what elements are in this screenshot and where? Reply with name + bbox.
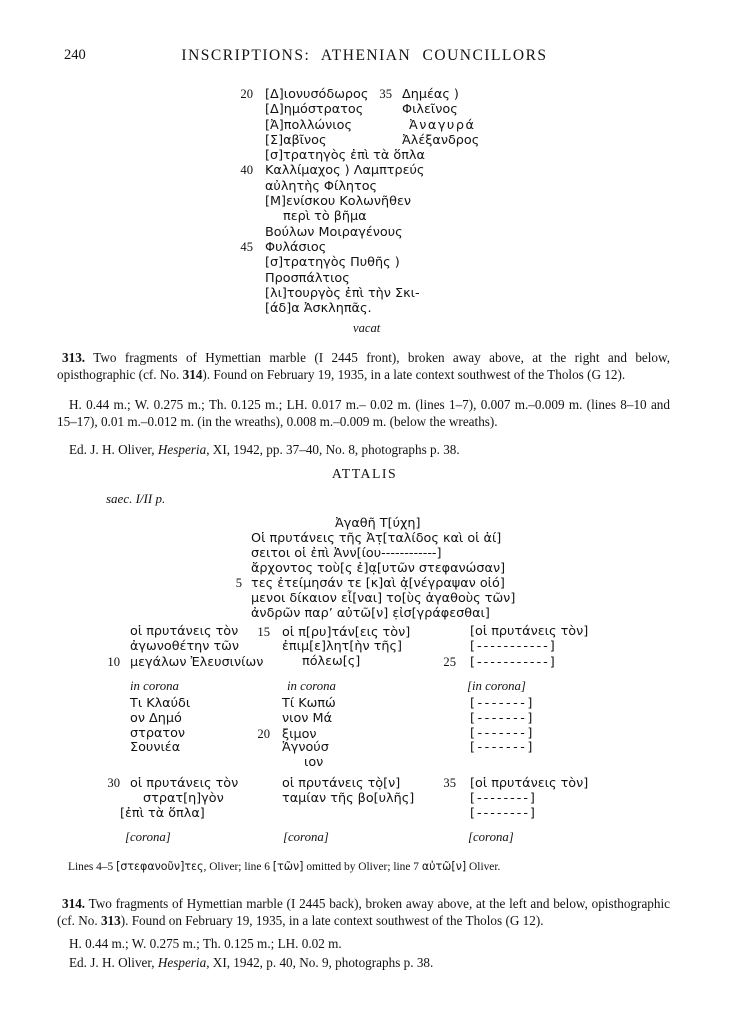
line-number: 5	[235, 576, 242, 590]
inscription-line	[226, 163, 425, 178]
inscription-line	[424, 727, 535, 742]
line-number: 10	[107, 654, 120, 669]
inscription-line	[364, 87, 479, 102]
inscription-line	[238, 741, 336, 756]
inscription-line	[238, 791, 414, 806]
line-text: ἀνδρῶν παρ’ αὐτῶ[ν] ε̣ἰσ[γράφεσθαι]	[251, 606, 490, 621]
line-text: μεγάλων Ἐλευσινίων	[130, 654, 264, 670]
text-run: αὐτῶ[ν]	[421, 860, 467, 873]
honors-lower-column-2	[238, 776, 414, 806]
text-run: 313.	[62, 350, 86, 365]
line-text: αὐλητὴς Φίλητος	[265, 178, 378, 194]
inscription-line	[88, 791, 238, 806]
inscription-line	[88, 727, 190, 742]
inscription-line	[88, 712, 190, 727]
inscription-line	[226, 591, 515, 606]
line-text: [σ]τρατηγὸς Πυθῆς )	[265, 255, 400, 271]
entry-314-description	[57, 896, 670, 929]
line-text: Ἁγνούσ	[282, 740, 329, 756]
line-text: [-------]	[470, 725, 535, 741]
inscription-line	[226, 271, 425, 286]
line-text: [Ἀ]πολλώνιος	[265, 117, 352, 133]
honors-lower-column-3	[424, 776, 588, 821]
line-text: Ἀλέξανδρος	[402, 132, 480, 148]
inscription-line	[424, 697, 535, 712]
text-run: omitted by Oliver; line 7	[303, 861, 422, 873]
line-text: Προσπάλτιος	[265, 270, 350, 286]
text-run: [τῶν]	[272, 860, 304, 873]
inscription-line	[424, 625, 588, 640]
line-text: [--------]	[470, 791, 537, 806]
inscription-line	[226, 606, 515, 621]
apparatus-note	[68, 860, 670, 874]
corona-label-3: [in corona]	[467, 679, 526, 693]
line-text: [οἱ πρυτάνεις τὸν]	[470, 624, 589, 639]
inscription-313-invocation: Ἀγαθῆ Τ[ύχη]	[335, 516, 421, 531]
line-text: μενοι δίκαιον εἶ[ναι] το[ὺς ἀγαθοὺς τῶν]	[251, 591, 516, 606]
text-run: , Oliver; line 6	[203, 861, 273, 873]
line-text: Βούλων Μοιραγένους	[265, 224, 403, 240]
line-text: [Δ]ιονυσόδωρος	[265, 87, 369, 102]
text-run: , XI, 1942, p. 40, No. 9, photographs p. 38.	[206, 955, 434, 970]
inscription-line	[226, 561, 515, 576]
line-text: Φιλεῖνος	[402, 102, 458, 118]
inscription-line	[238, 776, 414, 791]
line-text: Σουνιέα	[130, 740, 181, 756]
inscription-line	[238, 756, 336, 771]
entry-313-description	[57, 350, 670, 383]
text-run: , XI, 1942, pp. 37–40, No. 8, photographs p. 38.	[206, 442, 460, 457]
line-number: 35	[379, 87, 392, 101]
line-text: [άδ]α Ἀσκληπᾶς.	[265, 301, 372, 317]
inscription-line	[226, 209, 425, 224]
line-text: [Μ]ενίσκου Κολωνῆθεν	[265, 194, 412, 210]
text-run: Lines 4–5	[68, 861, 117, 873]
inscription-line	[88, 741, 190, 756]
line-text: περὶ τὸ βῆμα	[283, 209, 367, 225]
inscription-line	[226, 531, 515, 546]
corona-label-4: [corona]	[125, 830, 171, 844]
text-run: Two fragments of Hymettian marble (I 2445 back), broken away above, at the left and below, opisthographic (cf. No.	[57, 896, 670, 928]
inscription-line	[364, 102, 479, 117]
line-text: ταμίαν τῆς βο[υλῆς]	[282, 791, 415, 806]
line-text: [λι]τουργὸς ἐπὶ τὴν Σκι-	[265, 285, 420, 301]
inscription-line	[226, 225, 425, 240]
inscription-line	[226, 301, 425, 316]
inscription-line	[238, 655, 410, 670]
inscription-line	[424, 655, 588, 670]
corona-label-1: in corona	[130, 679, 179, 693]
inscription-line	[238, 712, 336, 727]
inscription-line	[226, 240, 425, 255]
line-text: οἱ πρυτάνεις τὸν	[130, 776, 239, 791]
page-title: INSCRIPTIONS: ATHENIAN COUNCILLORS	[181, 47, 548, 64]
line-number: 15	[257, 625, 270, 639]
line-text: [Σ]αβῖνος	[265, 132, 327, 148]
line-text: Τί Κωπώ	[282, 696, 336, 711]
text-run: Hesperia	[157, 442, 207, 457]
text-run: Ed. J. H. Oliver,	[69, 955, 158, 970]
inscription-line	[88, 697, 190, 712]
inscription-line	[424, 776, 588, 791]
inscription-line	[226, 576, 515, 591]
line-number: 30	[107, 776, 120, 790]
line-text: ον Δημό	[130, 710, 182, 726]
corona-label-5: [corona]	[283, 830, 329, 844]
line-number: 45	[240, 239, 253, 254]
inscription-line	[226, 194, 425, 209]
line-text: σειτοι οἱ ἐπὶ Ἀνν[ίου------------]	[251, 546, 442, 561]
line-text: ἐπιμ[ε]λητ[ὴν τῆς]	[282, 638, 403, 654]
text-run: Two fragments of Hymettian marble (I 2445 front), broken away above, at the right and below, opisthographic (cf. No.	[57, 350, 670, 382]
inscription-line	[238, 697, 336, 712]
line-text: τες ἐτείμησάν τε [κ]αὶ ἀ̣[νέγραψαν οἰό]	[251, 576, 505, 591]
text-run: [στεφανοῦν]τες	[116, 860, 204, 873]
inscription-line	[364, 133, 479, 148]
line-text: [οἱ πρυτάνεις τὸν]	[470, 776, 589, 791]
inscription-line	[88, 776, 238, 791]
line-text: ξιμον	[282, 726, 317, 742]
section-heading-attalis: ATTALIS	[331, 466, 398, 481]
line-text: ἄρχοντος τοὺ[ς ἐ]α̣[υτῶν στεφανώσαν]	[251, 561, 506, 576]
line-text: [--------]	[470, 806, 537, 821]
inscription-line	[226, 148, 425, 163]
line-text: ιον	[304, 755, 324, 771]
text-run: 313	[100, 912, 121, 928]
line-text: Τι Κλαύδι	[130, 696, 191, 711]
text-run: ). Found on February 19, 1935, in a late context southwest of the Tholos (G 12).	[202, 366, 626, 382]
line-text: Ἀναγυρά	[409, 117, 476, 133]
line-text: ἀγωνοθέτην τῶν	[130, 638, 240, 654]
line-text: Καλλίμαχος ) Λαμπτρεύς	[265, 163, 425, 179]
inscription-line	[424, 791, 588, 806]
line-text: στρατον	[130, 725, 186, 741]
inscription-line	[238, 640, 410, 655]
inscription-line	[424, 712, 535, 727]
line-text: οἱ πρυτάνεις τὸ̣[ν]	[282, 776, 401, 791]
line-text: Φυλάσιος	[265, 239, 327, 255]
wreath-names-column-2	[238, 697, 336, 771]
vacat-note: vacat	[353, 321, 381, 335]
page-number: 240	[64, 47, 86, 63]
line-text: [ἐπὶ τὰ ὅπλα]	[120, 806, 205, 821]
line-text: Οἱ πρυτάνεις τῆς Ἀτ̣[ταλίδος καὶ οἱ ἀί]	[251, 531, 502, 546]
honors-column-2	[238, 625, 410, 669]
inscription-line	[238, 727, 336, 742]
line-text: οἱ πρυτάνεις τὸν	[130, 624, 239, 639]
wreath-names-column-1	[88, 697, 190, 756]
inscription-line	[226, 179, 425, 194]
line-number: 35	[443, 776, 456, 790]
entry-313-edition	[57, 442, 670, 459]
corona-label-2: in corona	[287, 679, 336, 693]
entry-314-dimensions: H. 0.44 m.; W. 0.275 m.; Th. 0.125 m.; LH. 0.02 m.	[69, 936, 342, 951]
honors-lower-column-1	[88, 776, 238, 821]
text-run: 314	[182, 366, 203, 382]
text-run: ). Found on February 19, 1935, in a late context southwest of the Tholos (G 12).	[120, 912, 544, 928]
inscription-line	[364, 118, 479, 133]
text-run: Oliver.	[466, 861, 501, 873]
line-text: [-------]	[470, 696, 535, 711]
line-text: [Δ]ημόστρατος	[265, 102, 364, 118]
wreath-names-column-3	[424, 697, 535, 756]
text-run: 314.	[62, 896, 86, 911]
line-text: [-------]	[470, 710, 535, 726]
line-text: Δημέας )	[402, 87, 459, 102]
corona-label-6: [corona]	[468, 830, 514, 844]
line-text: πόλεω[ς]	[302, 653, 361, 669]
inscription-line	[424, 640, 588, 655]
line-text: στρατ[η]γὸν	[143, 791, 224, 806]
line-text: [-------]	[470, 740, 535, 756]
entry-313-dimensions: H. 0.44 m.; W. 0.275 m.; Th. 0.125 m.; LH. 0.017 m.– 0.02 m. (lines 1–7), 0.007 m.–0.009 m. (lines 8–10 and 15–17), 0.01 m.–0.012 m. (in the wreaths), 0.008 m.–0.009 m. (below the wreaths).	[57, 397, 670, 429]
inscription-line	[424, 741, 535, 756]
line-text: νιον Μά	[282, 710, 333, 726]
line-number: 20	[257, 726, 270, 741]
line-text: [σ]τρατηγὸς ἐπὶ τὰ ὅπλα	[265, 148, 425, 164]
entry-314-edition	[57, 955, 670, 972]
line-text: [-----------]	[470, 654, 557, 670]
line-number: 25	[443, 654, 456, 669]
honors-column-3	[424, 625, 588, 669]
inscription-line	[238, 625, 410, 640]
inscription-line	[226, 546, 515, 561]
inscription-313-preamble	[226, 531, 515, 621]
inscription-line	[226, 255, 425, 270]
line-number: 20	[240, 87, 253, 101]
text-run: Hesperia	[157, 955, 207, 970]
inscription-line	[424, 806, 588, 821]
date-heading: saec. I/II p.	[106, 491, 166, 506]
inscription-line	[226, 286, 425, 301]
line-text: οἱ π[ρυ]τάν[εις τὸν]	[282, 625, 411, 640]
line-number: 40	[240, 163, 253, 178]
inscription-line	[88, 806, 238, 821]
inscription-312-column-2	[364, 87, 479, 148]
text-run: Ed. J. H. Oliver,	[69, 442, 158, 457]
line-text: [-----------]	[470, 638, 557, 654]
